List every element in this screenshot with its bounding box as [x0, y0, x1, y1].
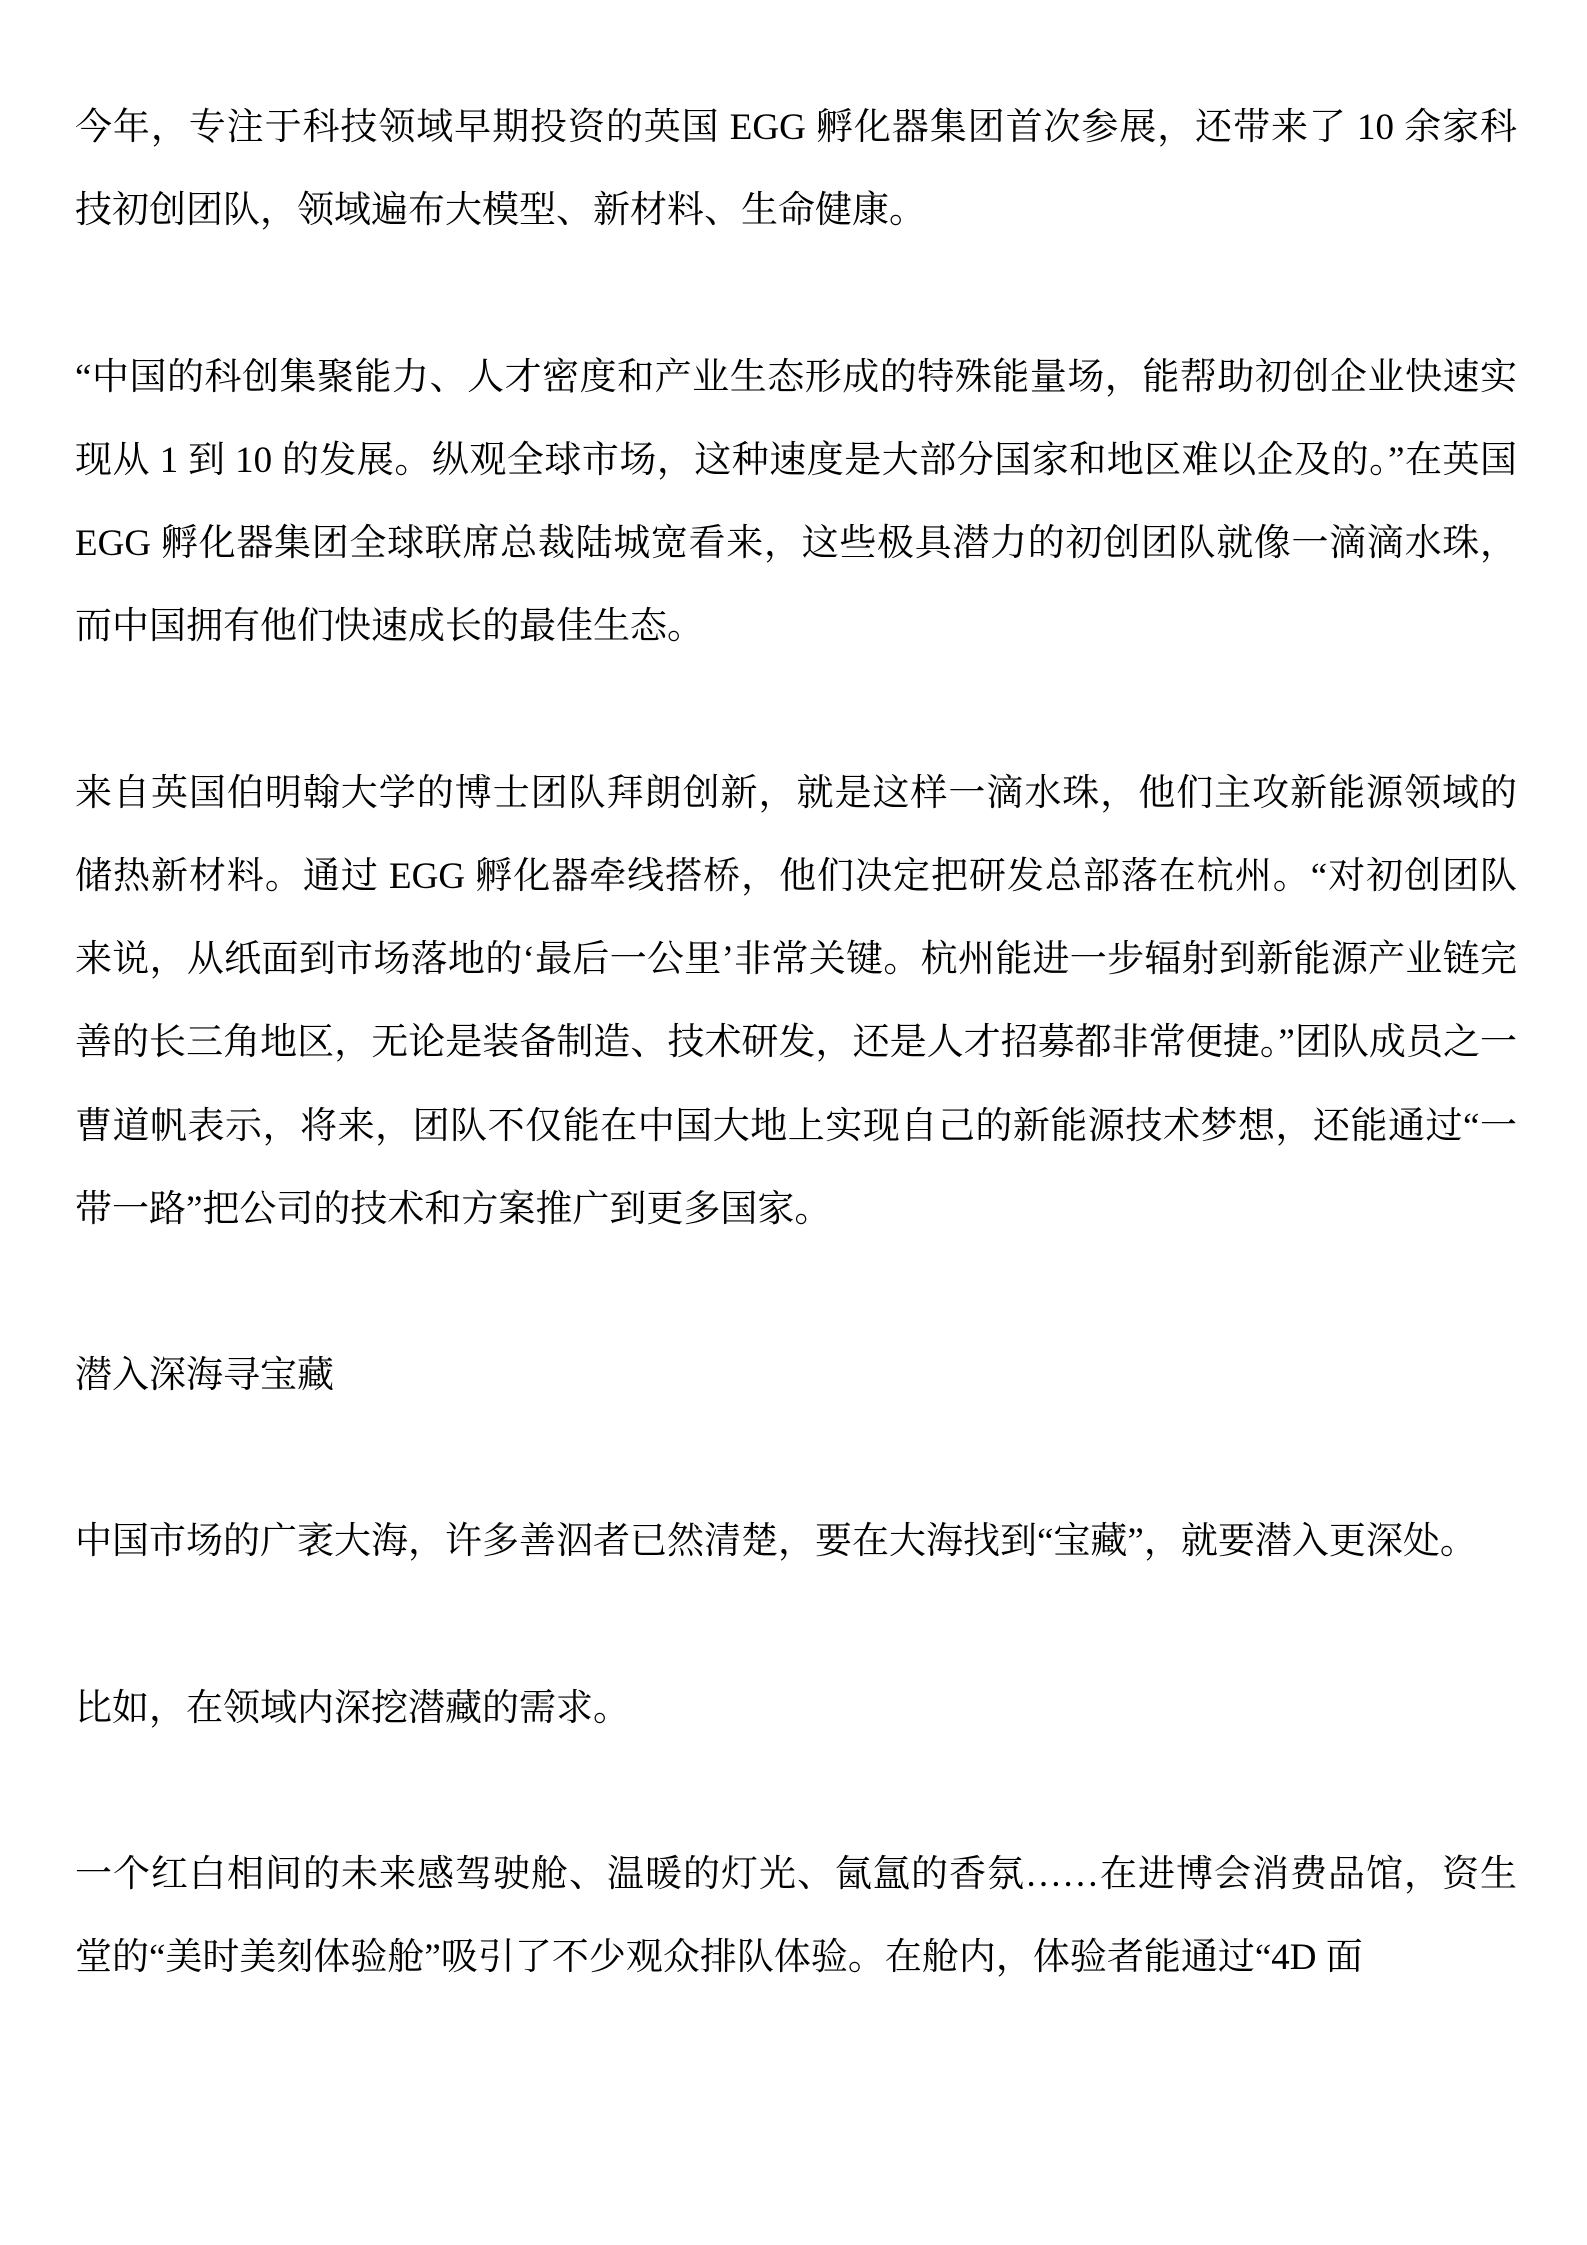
paragraph-quote-energy-field: “中国的科创集聚能力、人才密度和产业生态形成的特殊能量场，能帮助初创企业快速实现从 1 到 10 的发展。纵观全球市场，这种速度是大部分国家和地区难以企及的。”在英国 EGG 孵化器集团全球联席总裁陆城宽看来，这些极具潜力的初创团队就像一滴滴水珠，而中国拥有他们快速成长的最佳生态。: [75, 356, 1517, 648]
paragraph-birmingham-team-hangzhou: 来自英国伯明翰大学的博士团队拜朗创新，就是这样一滴水珠，他们主攻新能源领域的储热新材料。通过 EGG 孵化器牵线搭桥，他们决定把研发总部落在杭州。“对初创团队来说，从纸面到市场落地的‘最后一公里’非常关键。杭州能进一步辐射到新能源产业链完善的长三角地区，无论是装备制造、技术研发，还是人才招募都非常便捷。”团队成员之一曹道帆表示，将来，团队不仅能在中国大地上实现自己的新能源技术梦想，还能通过“一带一路”把公司的技术和方案推广到更多国家。: [75, 772, 1517, 1230]
section-heading-deep-sea-treasure: 潜入深海寻宝藏: [75, 1355, 334, 1396]
paragraph-dig-demand: 比如，在领域内深挖潜藏的需求。: [75, 1687, 630, 1729]
paragraph-egg-incubator-debut: 今年，专注于科技领域早期投资的英国 EGG 孵化器集团首次参展，还带来了 10 余家科技初创团队，领域遍布大模型、新材料、生命健康。: [75, 107, 1517, 232]
paragraph-china-market-sea: 中国市场的广袤大海，许多善泅者已然清楚，要在大海找到“宝藏”，就要潜入更深处。: [75, 1521, 1477, 1563]
paragraph-shiseido-experience-pod: 一个红白相间的未来感驾驶舱、温暖的灯光、氤氲的香氛……在进博会消费品馆，资生堂的“美时美刻体验舱”吸引了不少观众排队体验。在舱内，体验者能通过“4D 面: [75, 1853, 1517, 1978]
